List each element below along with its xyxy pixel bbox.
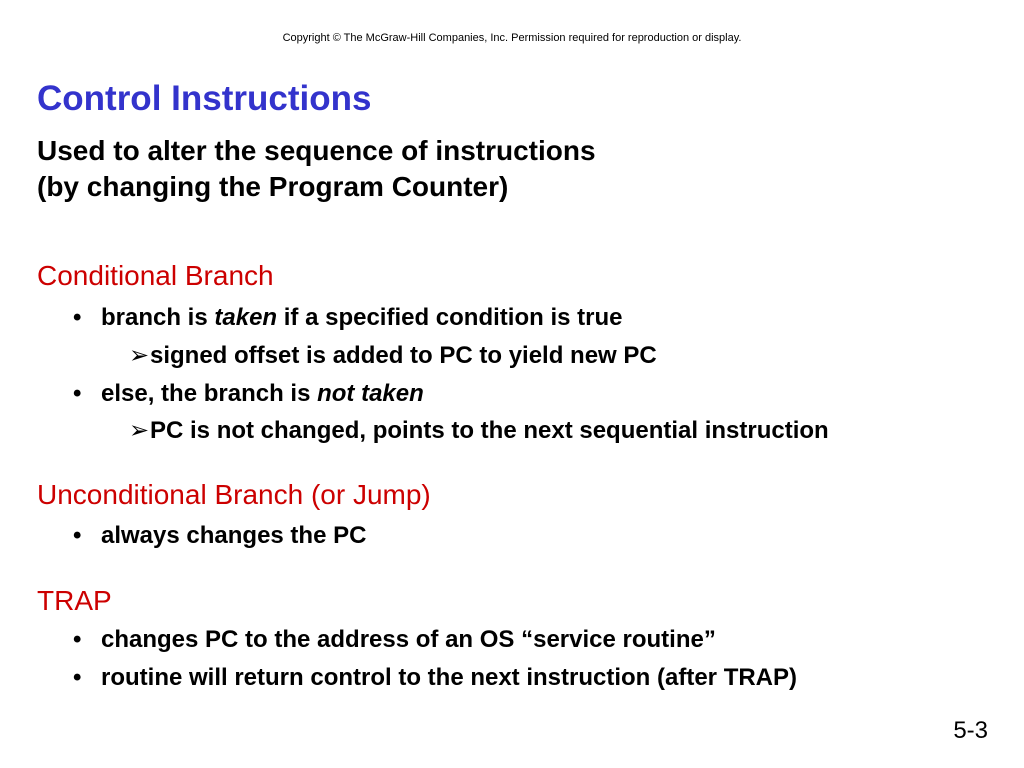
slide-title: Control Instructions xyxy=(37,79,372,118)
arrow-bullet-icon: ➢ xyxy=(129,417,150,444)
sub-bullet-text: PC is not changed, points to the next sequential instruction xyxy=(150,417,829,444)
bullet-icon: • xyxy=(73,380,82,407)
bullet-text: changes PC to the address of an OS “service routine” xyxy=(101,626,716,653)
bullet-text: routine will return control to the next instruction (after TRAP) xyxy=(101,664,798,691)
heading-unconditional-branch: Unconditional Branch (or Jump) xyxy=(37,479,431,510)
bullet-icon: • xyxy=(73,664,82,691)
emphasis-taken: taken xyxy=(214,304,278,331)
page-number: 5-3 xyxy=(953,717,988,744)
arrow-bullet-icon: ➢ xyxy=(129,342,150,369)
bullet-text: else, the branch is not taken xyxy=(101,380,424,407)
emphasis-not-taken: not taken xyxy=(317,380,424,407)
heading-trap: TRAP xyxy=(37,585,112,616)
slide-subtitle xyxy=(37,133,596,205)
heading-conditional-branch: Conditional Branch xyxy=(37,260,274,291)
sub-bullet-text: signed offset is added to PC to yield new PC xyxy=(150,342,657,369)
copyright-notice: Copyright © The McGraw-Hill Companies, Inc. Permission required for reproduction or display. xyxy=(282,32,742,44)
subtitle-line-2: (by changing the Program Counter) xyxy=(37,171,509,202)
bullet-text: always changes the PC xyxy=(101,522,367,549)
bullet-icon: • xyxy=(73,304,82,331)
bullet-icon: • xyxy=(73,626,82,653)
bullet-icon: • xyxy=(73,522,82,549)
bullet-text: branch is taken if a specified condition is true xyxy=(101,304,623,331)
subtitle-line-1: Used to alter the sequence of instructions xyxy=(37,135,596,166)
